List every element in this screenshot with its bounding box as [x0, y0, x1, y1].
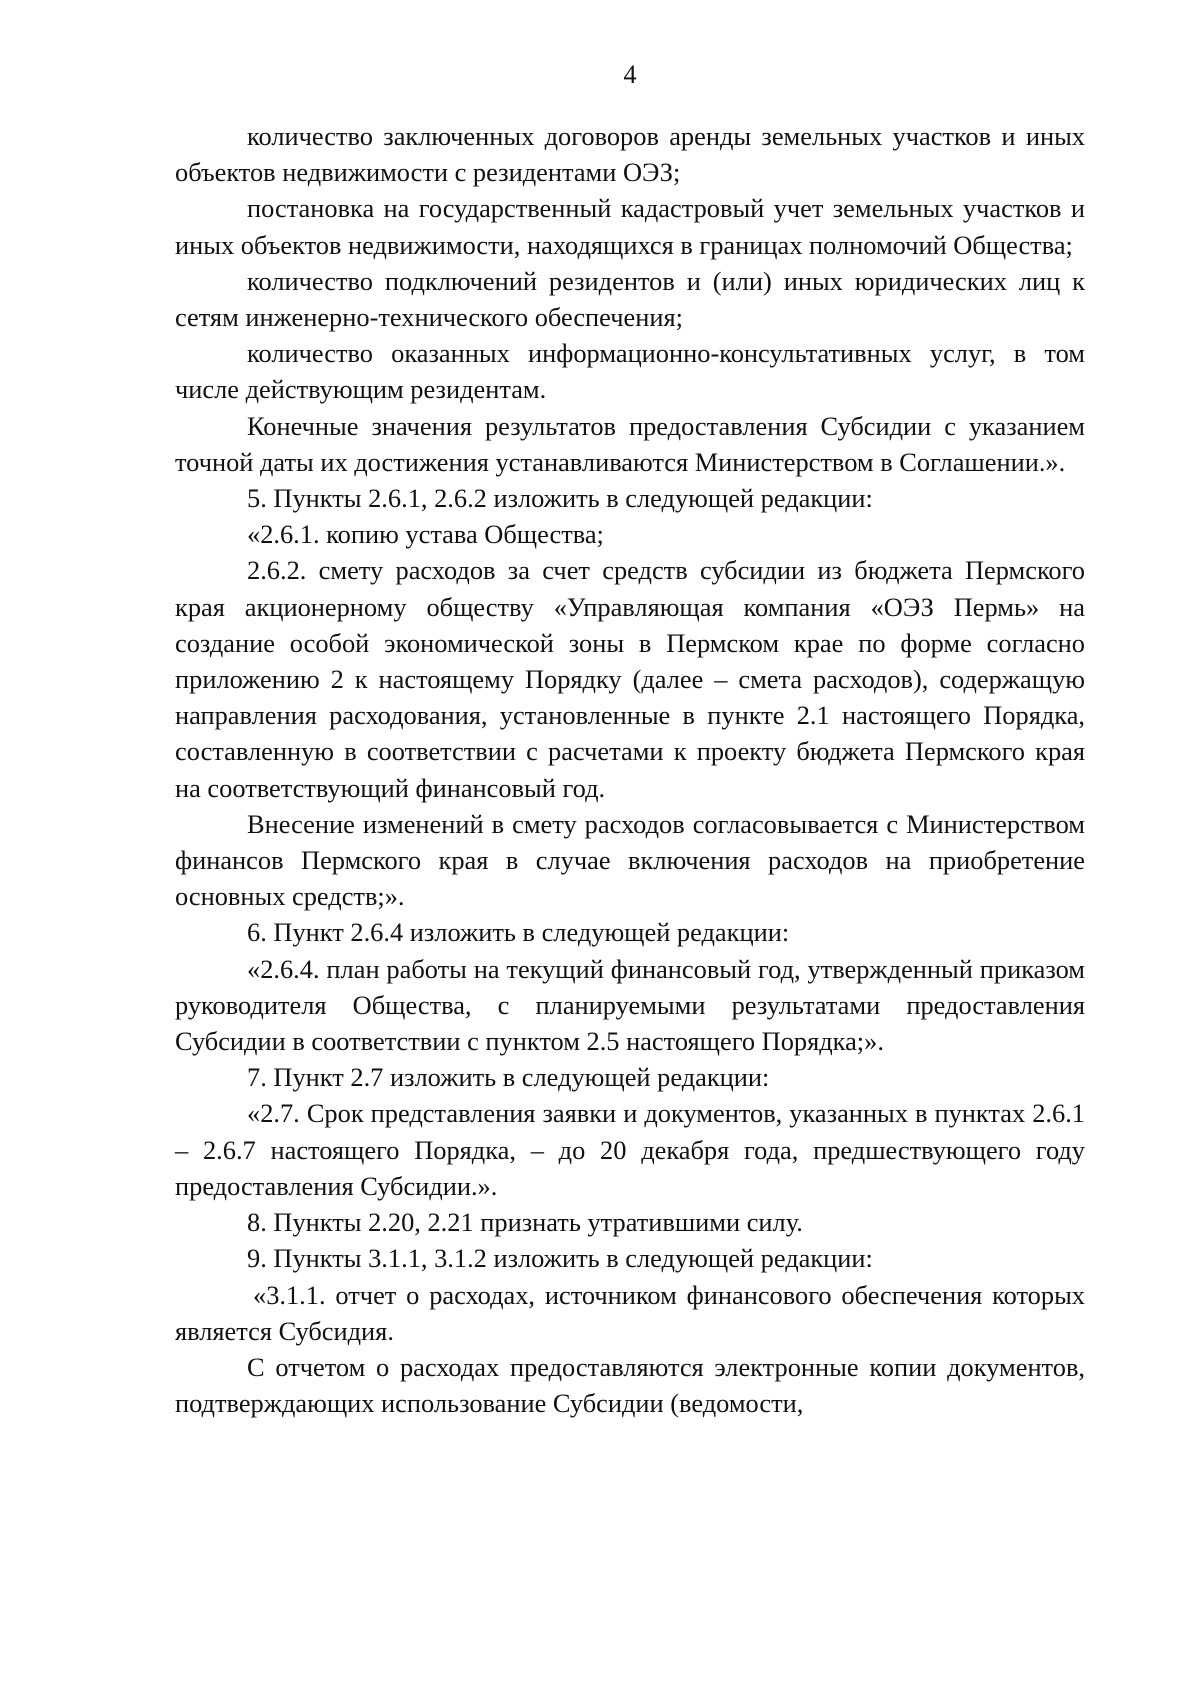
paragraph-final-values: Конечные значения результатов предоставления Субсидии с указанием точной даты их достижения устанавливаются Министерством в Соглашении.». — [175, 410, 1085, 477]
paragraph-consulting-services: количество оказанных информационно-консультативных услуг, в том числе действующим резидентам. — [175, 338, 1085, 405]
paragraph-item-7: 7. Пункт 2.7 изложить в следующей редакции: — [247, 1062, 770, 1093]
paragraph-2-6-4: «2.6.4. план работы на текущий финансовый год, утвержденный приказом руководителя Общества, с планируемыми результатами предоставления Субсидии в соответствии с пунктом 2.5 настоящего Порядка;». — [175, 953, 1085, 1057]
paragraph-2-6-2: 2.6.2. смету расходов за счет средств субсидии из бюджета Пермского края акционерному обществу «Управляющая компания «ОЭЗ Пермь» на создание особой экономической зоны в Пермском крае по форме согласно приложению 2 к настоящему Порядку (далее – смета расходов), содержащую направления расходования, установленные в пункте 2.1 настоящего Порядка, составленную в соответствии с расчетами к проекту бюджета Пермского края на соответствующий финансовый год. — [175, 555, 1085, 803]
paragraph-2-7: «2.7. Срок представления заявки и документов, указанных в пунктах 2.6.1 – 2.6.7 настоящего Порядка, – до 20 декабря года, предшествующего году предоставления Субсидии.». — [175, 1098, 1085, 1201]
paragraph-item-5: 5. Пункты 2.6.1, 2.6.2 изложить в следующей редакции: — [247, 483, 873, 514]
page-number: 4 — [623, 60, 637, 89]
paragraph-report-copies: С отчетом о расходах предоставляются электронные копии документов, подтверждающих использование Субсидии (ведомости, — [175, 1351, 1085, 1419]
paragraph-3-1-1: «3.1.1. отчет о расходах, источником финансового обеспечения которых является Субсидия. — [175, 1279, 1085, 1346]
paragraph-cadastral-registration: постановка на государственный кадастровый учет земельных участков и иных объектов недвижимости, находящихся в границах полномочий Общества; — [175, 193, 1085, 260]
paragraph-utility-connections: количество подключений резидентов и (или) иных юридических лиц к сетям инженерно-технического обеспечения; — [175, 265, 1085, 333]
paragraph-item-6: 6. Пункт 2.6.4 изложить в следующей редакции: — [247, 917, 790, 948]
paragraph-item-9: 9. Пункты 3.1.1, 3.1.2 изложить в следующей редакции: — [247, 1243, 873, 1274]
document-body — [175, 118, 1085, 1421]
paragraph-lease-agreements: количество заключенных договоров аренды земельных участков и иных объектов недвижимости с резидентами ОЭЗ; — [175, 121, 1085, 188]
paragraph-estimate-changes: Внесение изменений в смету расходов согласовывается с Министерством финансов Пермского края в случае включения расходов на приобретение основных средств;». — [175, 808, 1085, 912]
paragraph-item-8: 8. Пункты 2.20, 2.21 признать утратившими силу. — [247, 1207, 803, 1238]
paragraph-2-6-1: «2.6.1. копию устава Общества; — [247, 519, 604, 550]
